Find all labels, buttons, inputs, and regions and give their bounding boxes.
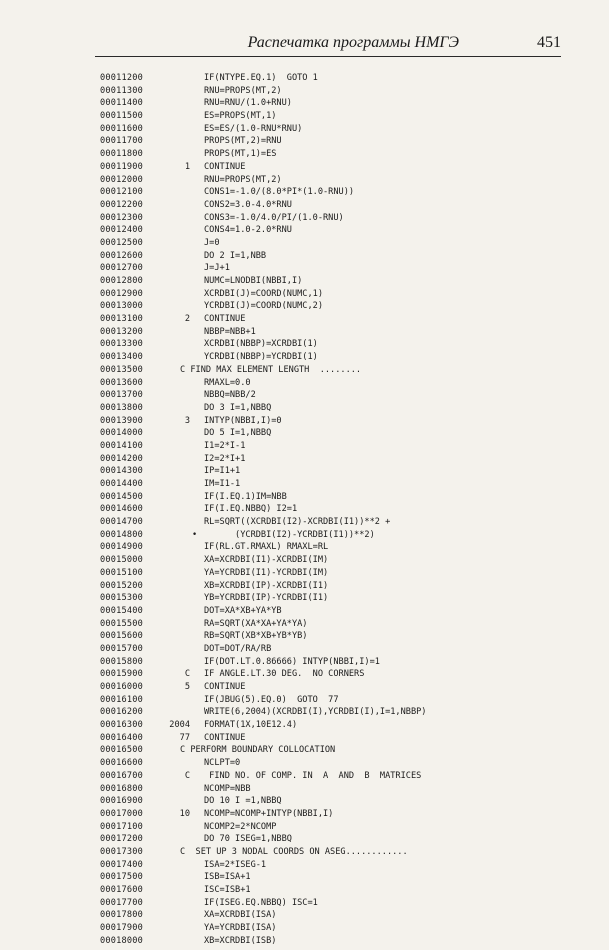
code-text: RNU=PROPS(MT,2)	[204, 174, 282, 185]
statement-label: 10	[179, 808, 190, 819]
code-line	[100, 72, 570, 85]
code-line	[100, 199, 570, 212]
sequence-number: 00011800	[100, 149, 143, 160]
sequence-number: 00015600	[100, 631, 143, 642]
code-text: IM=I1-1	[204, 479, 241, 489]
code-line	[100, 909, 570, 922]
code-text: CONTINUE	[204, 682, 246, 692]
code-line	[100, 148, 570, 161]
code-line	[100, 338, 570, 351]
sequence-number: 00014400	[100, 479, 143, 489]
code-line	[100, 389, 570, 402]
sequence-number: 00013700	[100, 390, 143, 401]
code-text: RNU=PROPS(MT,2)	[204, 85, 282, 96]
code-line	[100, 377, 570, 390]
code-text: WRITE(6,2004)(XCRDBI(I),YCRDBI(I),I=1,NBBP)	[204, 707, 427, 718]
code-text: IF(I.EQ.1)IM=NBB	[204, 491, 287, 502]
code-text: RL=SQRT((XCRDBI(I2)-XCRDBI(I1))**2 +	[204, 517, 391, 528]
code-line	[100, 859, 570, 872]
code-line	[100, 237, 570, 250]
sequence-number: 00016000	[100, 682, 143, 692]
sequence-number: 00016500	[100, 745, 143, 756]
code-line	[100, 681, 570, 694]
code-text: ISA=2*ISEG-1	[204, 859, 267, 870]
sequence-number: 00018000	[100, 935, 143, 946]
statement-label: 1	[184, 161, 190, 172]
code-text: ISB=ISA+1	[204, 872, 251, 883]
sequence-number: 00017200	[100, 834, 143, 845]
code-line	[100, 618, 570, 631]
code-line	[100, 110, 570, 123]
code-text: XB=XCRDBI(ISB)	[204, 935, 277, 946]
code-text: NCLPT=0	[204, 758, 241, 769]
statement-label: 5	[184, 682, 190, 692]
sequence-number: 00012000	[100, 174, 143, 185]
sequence-number: 00017400	[100, 859, 143, 870]
sequence-number: 00017900	[100, 923, 143, 934]
sequence-number: 00015700	[100, 643, 143, 654]
code-line	[100, 757, 570, 770]
page-number: 451	[537, 34, 561, 51]
code-text: NCOMP=NBB	[204, 783, 251, 794]
code-line	[100, 744, 570, 757]
code-line	[100, 491, 570, 504]
code-line	[100, 123, 570, 136]
code-text: CONS3=-1.0/4.0/PI/(1.0-RNU)	[204, 212, 344, 223]
code-line	[100, 833, 570, 846]
code-text: J=J+1	[204, 263, 230, 274]
code-line	[100, 262, 570, 275]
code-text: DO 70 ISEG=1,NBBQ	[204, 834, 292, 845]
code-text: RNU=RNU/(1.0+RNU)	[204, 98, 292, 109]
sequence-number: 00014700	[100, 517, 143, 528]
sequence-number: 00015100	[100, 567, 143, 578]
sequence-number: 00017500	[100, 872, 143, 883]
code-line	[100, 884, 570, 897]
code-line	[100, 770, 570, 783]
statement-label: 77	[179, 732, 190, 743]
code-text: I2=2*I+1	[204, 453, 246, 464]
sequence-number: 00013900	[100, 415, 143, 426]
code-text: YA=YCRDBI(ISA)	[204, 923, 277, 934]
code-text: XA=XCRDBI(ISA)	[204, 910, 277, 921]
code-line	[100, 846, 570, 859]
sequence-number: 00016700	[100, 770, 143, 781]
code-line	[100, 415, 570, 428]
code-text: PROPS(MT,2)=RNU	[204, 136, 282, 147]
sequence-number: 00015300	[100, 593, 143, 604]
code-text: CONTINUE	[204, 161, 246, 172]
sequence-number: 00014000	[100, 428, 143, 439]
sequence-number: 00012800	[100, 276, 143, 286]
header-rule	[95, 56, 561, 57]
statement-label: C	[184, 770, 190, 781]
code-line	[100, 922, 570, 935]
code-text: CONTINUE	[204, 732, 246, 743]
code-line	[100, 783, 570, 796]
sequence-number: 00014200	[100, 453, 143, 464]
code-text: NBBP=NBB+1	[204, 326, 256, 337]
code-text: XB=XCRDBI(IP)-XCRDBI(I1)	[204, 580, 329, 591]
sequence-number: 00011500	[100, 111, 143, 122]
code-line	[100, 643, 570, 656]
code-text: RB=SQRT(XB*XB+YB*YB)	[204, 631, 308, 642]
code-line	[100, 935, 570, 948]
sequence-number: 00011400	[100, 98, 143, 109]
sequence-number: 00017700	[100, 897, 143, 908]
code-line	[100, 808, 570, 821]
code-text: XA=XCRDBI(I1)-XCRDBI(IM)	[204, 555, 329, 566]
code-line	[100, 478, 570, 491]
statement-label: 3	[184, 415, 190, 426]
code-text: RA=SQRT(XA*XA+YA*YA)	[204, 618, 308, 629]
sequence-number: 00013000	[100, 301, 143, 312]
sequence-number: 00012700	[100, 263, 143, 274]
sequence-number: 00012100	[100, 187, 143, 198]
sequence-number: 00016900	[100, 796, 143, 807]
code-text: ISC=ISB+1	[204, 885, 251, 895]
code-text: XCRDBI(J)=COORD(NUMC,1)	[204, 288, 323, 299]
code-text: CONS1=-1.0/(8.0*PI*(1.0-RNU))	[204, 187, 355, 198]
code-text: IF(NTYPE.EQ.1) GOTO 1	[204, 73, 318, 83]
code-text: RMAXL=0.0	[204, 377, 251, 388]
code-line	[100, 427, 570, 440]
sequence-number: 00013800	[100, 402, 143, 413]
code-line	[100, 326, 570, 339]
code-text: IF(ISEG.EQ.NBBQ) ISC=1	[204, 897, 318, 908]
sequence-number: 00016600	[100, 758, 143, 769]
sequence-number: 00015800	[100, 656, 143, 667]
sequence-number: 00013500	[100, 364, 143, 375]
sequence-number: 00016200	[100, 707, 143, 718]
code-line	[100, 516, 570, 529]
code-text: YCRDBI(NBBP)=YCRDBI(1)	[204, 352, 318, 363]
sequence-number: 00017300	[100, 846, 143, 857]
code-line	[100, 592, 570, 605]
page-header	[0, 28, 609, 58]
code-line	[100, 224, 570, 237]
code-text: J=0	[204, 237, 220, 248]
code-text: CONS4=1.0-2.0*RNU	[204, 225, 292, 236]
code-line	[100, 161, 570, 174]
code-line	[100, 186, 570, 199]
code-text: IF ANGLE.LT.30 DEG. NO CORNERS	[204, 669, 365, 680]
code-line	[100, 605, 570, 618]
code-text: C PERFORM BOUNDARY COLLOCATION	[180, 745, 336, 756]
code-text: YCRDBI(J)=COORD(NUMC,2)	[204, 301, 323, 312]
code-text: NUMC=LNODBI(NBBI,I)	[204, 276, 303, 286]
code-text: DO 10 I =1,NBBQ	[204, 796, 282, 807]
code-line	[100, 174, 570, 187]
code-text: ES=ES/(1.0-RNU*RNU)	[204, 123, 303, 134]
sequence-number: 00012600	[100, 250, 143, 261]
code-line	[100, 402, 570, 415]
code-text: DO 5 I=1,NBBQ	[204, 428, 272, 439]
code-line	[100, 85, 570, 98]
code-line	[100, 706, 570, 719]
code-text: PROPS(MT,1)=ES	[204, 149, 277, 160]
code-text: INTYP(NBBI,I)=0	[204, 415, 282, 426]
sequence-number: 00014300	[100, 466, 143, 477]
code-line	[100, 668, 570, 681]
code-line	[100, 541, 570, 554]
code-line	[100, 275, 570, 288]
sequence-number: 00012900	[100, 288, 143, 299]
code-text: DO 2 I=1,NBB	[204, 250, 267, 261]
sequence-number: 00017800	[100, 910, 143, 921]
code-line	[100, 656, 570, 669]
sequence-number: 00015000	[100, 555, 143, 566]
code-line	[100, 288, 570, 301]
sequence-number: 00011300	[100, 85, 143, 96]
statement-label: 2	[184, 314, 190, 325]
sequence-number: 00014900	[100, 542, 143, 553]
code-text: XCRDBI(NBBP)=XCRDBI(1)	[204, 339, 318, 350]
code-line	[100, 465, 570, 478]
code-line	[100, 871, 570, 884]
sequence-number: 00015400	[100, 605, 143, 616]
sequence-number: 00012400	[100, 225, 143, 236]
code-line	[100, 529, 570, 542]
sequence-number: 00014800	[100, 529, 143, 540]
code-line	[100, 313, 570, 326]
sequence-number: 00015500	[100, 618, 143, 629]
sequence-number: 00016400	[100, 732, 143, 743]
sequence-number: 00014100	[100, 440, 143, 451]
code-line	[100, 212, 570, 225]
code-text: NCOMP2=2*NCOMP	[204, 821, 277, 832]
sequence-number: 00013400	[100, 352, 143, 363]
sequence-number: 00015900	[100, 669, 143, 680]
code-text: IF(RL.GT.RMAXL) RMAXL=RL	[204, 542, 329, 553]
sequence-number: 00013100	[100, 314, 143, 325]
code-line	[100, 554, 570, 567]
sequence-number: 00017100	[100, 821, 143, 832]
code-text: DOT=DOT/RA/RB	[204, 643, 272, 654]
sequence-number: 00012200	[100, 199, 143, 210]
sequence-number: 00012300	[100, 212, 143, 223]
sequence-number: 00017000	[100, 808, 143, 819]
sequence-number: 00014500	[100, 491, 143, 502]
code-text: I1=2*I-1	[204, 440, 246, 451]
code-line	[100, 453, 570, 466]
sequence-number: 00016800	[100, 783, 143, 794]
code-line	[100, 135, 570, 148]
sequence-number: 00011600	[100, 123, 143, 134]
sequence-number: 00011700	[100, 136, 143, 147]
statement-label: 2004	[169, 720, 190, 731]
sequence-number: 00013200	[100, 326, 143, 337]
sequence-number: 00013300	[100, 339, 143, 350]
code-text: ES=PROPS(MT,1)	[204, 111, 277, 122]
code-line	[100, 580, 570, 593]
code-text: FIND NO. OF COMP. IN A AND B MATRICES	[204, 770, 422, 781]
code-line	[100, 719, 570, 732]
code-line	[100, 351, 570, 364]
code-text: IF(JBUG(5).EQ.0) GOTO 77	[204, 694, 339, 705]
code-text: YA=YCRDBI(I1)-YCRDBI(IM)	[204, 567, 329, 578]
sequence-number: 00016300	[100, 720, 143, 731]
code-line	[100, 250, 570, 263]
code-line	[100, 364, 570, 377]
code-line	[100, 300, 570, 313]
code-line	[100, 440, 570, 453]
running-title: Распечатка программы НМГЭ	[247, 34, 459, 51]
code-line	[100, 795, 570, 808]
code-line	[100, 821, 570, 834]
code-text: IF(DOT.LT.0.86666) INTYP(NBBI,I)=1	[204, 656, 380, 667]
code-text: NBBQ=NBB/2	[204, 390, 256, 401]
code-text: DO 3 I=1,NBBQ	[204, 402, 272, 413]
sequence-number: 00011200	[100, 73, 143, 83]
sequence-number: 00011900	[100, 161, 143, 172]
code-text: CONTINUE	[204, 314, 246, 325]
code-text: CONS2=3.0-4.0*RNU	[204, 199, 292, 210]
code-text: YB=YCRDBI(IP)-YCRDBI(I1)	[204, 593, 329, 604]
code-text: C SET UP 3 NODAL COORDS ON ASEG............	[180, 846, 408, 857]
continuation-mark: •	[192, 529, 198, 540]
code-text: IP=I1+1	[204, 466, 241, 477]
code-line	[100, 732, 570, 745]
sequence-number: 00015200	[100, 580, 143, 591]
statement-label: C	[184, 669, 190, 680]
code-text: (YCRDBI(I2)-YCRDBI(I1))**2)	[204, 529, 375, 540]
code-line	[100, 694, 570, 707]
code-line	[100, 97, 570, 110]
code-text: IF(I.EQ.NBBQ) I2=1	[204, 504, 298, 515]
sequence-number: 00012500	[100, 237, 143, 248]
code-text: FORMAT(1X,10E12.4)	[204, 720, 298, 731]
sequence-number: 00013600	[100, 377, 143, 388]
code-line	[100, 897, 570, 910]
program-listing	[100, 72, 570, 947]
code-text: C FIND MAX ELEMENT LENGTH ........	[180, 364, 362, 375]
sequence-number: 00014600	[100, 504, 143, 515]
code-line	[100, 630, 570, 643]
sequence-number: 00017600	[100, 885, 143, 895]
sequence-number: 00016100	[100, 694, 143, 705]
code-text: NCOMP=NCOMP+INTYP(NBBI,I)	[204, 808, 334, 819]
code-line	[100, 567, 570, 580]
code-text: DOT=XA*XB+YA*YB	[204, 605, 282, 616]
code-line	[100, 503, 570, 516]
